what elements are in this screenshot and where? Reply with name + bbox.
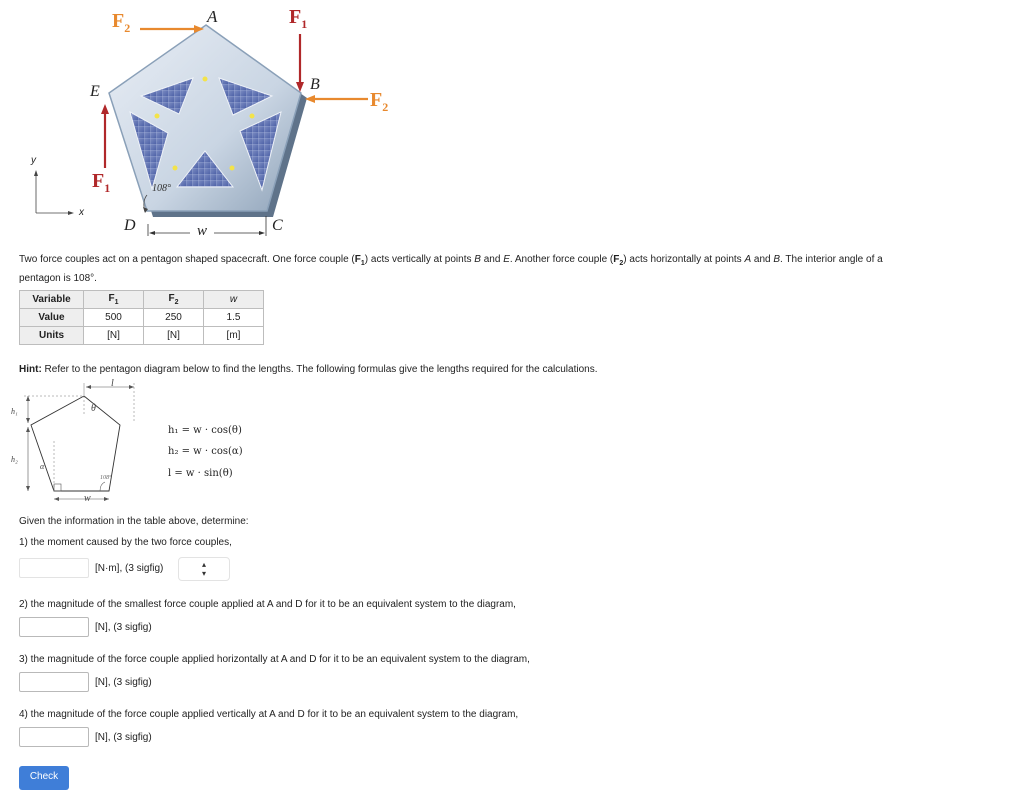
answer-1-input[interactable] [19,558,89,578]
table-row [20,309,264,327]
answer-4-unit: [N], (3 sigfig) [95,732,152,743]
check-button[interactable]: Check [19,766,69,790]
width-label: w [197,223,208,239]
hint-label-theta: θ [91,403,96,414]
table-header-f1: $F_1$ [84,291,144,309]
table-header-f2: $F_2$ [144,291,204,309]
spacecraft-figure [0,0,420,245]
hint-pentagon-diagram [14,381,144,506]
answer-3-input[interactable] [19,672,89,692]
formula-h1: h₁ = w · cos(θ) [168,425,242,436]
table-cell: [N] [84,327,144,345]
point-label-e: E [90,83,100,100]
coordinate-axes [34,170,74,215]
axis-x-label: x [79,207,84,218]
force-f1-label-left: $F_1$ [92,170,111,195]
force-f2-label-right: $F_2$ [370,89,389,114]
question-2-text: 2) the magnitude of the smallest force couple applied at A and D for it to be an equivalent system to the diagram, [19,599,516,610]
point-label-c: C [272,217,283,234]
hint-label-h1: h₁ [11,407,18,416]
table-cell: 500 [84,309,144,327]
answer-4-input[interactable] [19,727,89,747]
force-f2-label-top: $F_2$ [112,10,131,35]
formula-l: l = w · sin(θ) [168,468,233,479]
hint-label-angle: 108° [100,475,112,481]
table-cell: 250 [144,309,204,327]
point-label-a: A [207,7,218,26]
answer-2-unit: [N], (3 sigfig) [95,622,152,633]
sort-arrows-icon: ▴▾ [199,560,209,578]
hint-label-w: w [84,493,91,504]
force-f2-arrowhead [305,95,315,103]
table-units-label: Units [20,327,84,345]
table-cell: [m] [204,327,264,345]
hint-label-l: l [111,378,114,389]
table-value-label: Value [20,309,84,327]
answer-3-unit: [N], (3 sigfig) [95,677,152,688]
unit-select[interactable] [178,557,230,581]
table-cell: [N] [144,327,204,345]
formula-h2: h₂ = w · cos(α) [168,446,243,457]
values-table [19,290,264,345]
point-label-b: B [310,76,320,93]
question-3-text: 3) the magnitude of the force couple applied horizontally at A and D for it to be an equivalent system to the diagram, [19,654,530,665]
angle-label: 108° [152,183,171,194]
questions-intro: Given the information in the table above, determine: [19,516,249,527]
hint-label-h2: h₂ [11,455,18,464]
table-header-row [20,291,264,309]
table-cell: 1.5 [204,309,264,327]
answer-1-unit: [N·m], (3 sigfig) [95,563,164,574]
table-header-w: w [204,291,264,309]
force-f1-label-top: $F_1$ [289,6,308,31]
question-4-text: 4) the magnitude of the force couple applied vertically at A and D for it to be an equivalent system to the diagram, [19,709,519,720]
answer-2-input[interactable] [19,617,89,637]
axis-y-label: y [31,155,36,166]
force-f1-arrowhead [101,104,109,114]
problem-description: Two force couples act on a pentagon shaped spacecraft. One force couple $(F_1)$ acts vertically at points B and E. Another force couple $(F_2)$ acts horizontally at points A and B. The interior angle of a pentagon is 108°. [19,254,883,284]
table-row [20,327,264,345]
table-header-variable: Variable [20,291,84,309]
question-1-text: 1) the moment caused by the two force couples, [19,537,232,548]
hint-label-alpha: α [40,462,45,471]
hint-text: Hint: Refer to the pentagon diagram below to find the lengths. The following formulas give the lengths required for the calculations. [19,364,598,375]
point-label-d: D [124,217,136,234]
